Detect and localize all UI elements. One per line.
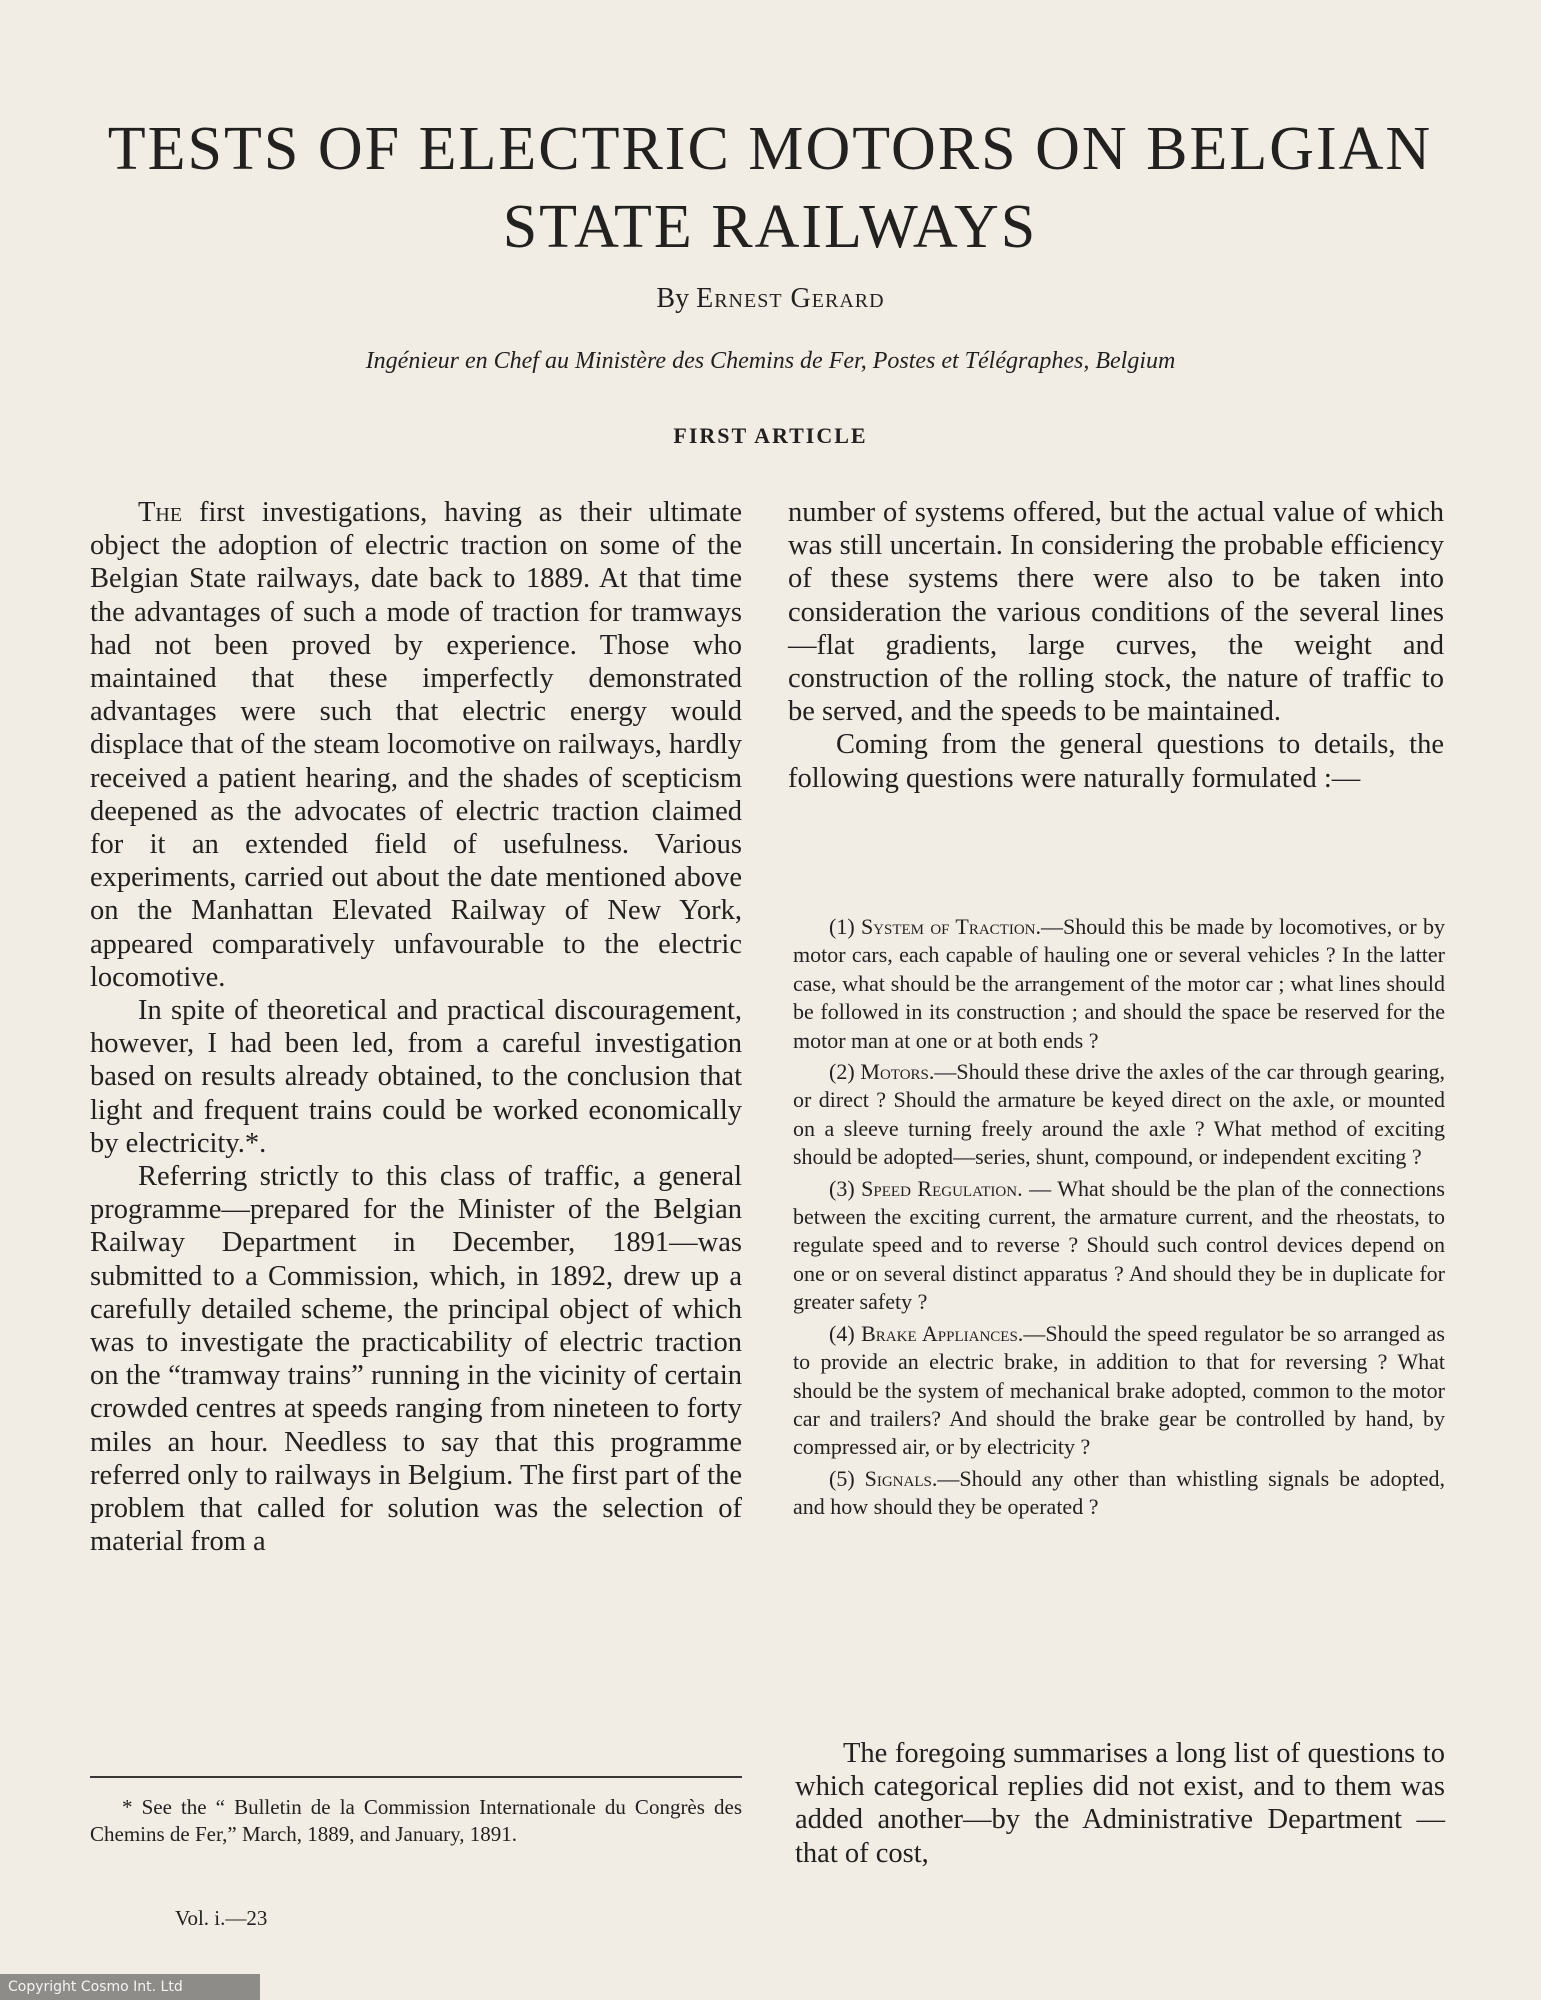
right-paragraph-1: number of systems offered, but the actual value of which was still uncertain. In considering the probable efficiency of these systems there were also to be taken into consideration the various conditions of the several lines—flat gradients, large curves, the weight and construction of the rolling stock, the nature of traffic to be served, and the speeds to be maintained. <box>788 497 1444 728</box>
right-column-top <box>788 496 1444 795</box>
left-paragraph-3: Referring strictly to this class of traffic, a general programme—prepared for the Minister of the Belgian Railway Department in December, 1891—was submitted to a Commission, which, in 1892, drew up a carefully detailed scheme, the principal object of which was to investigate the practicability of electric traction on the “tramway trains” running in the vicinity of certain crowded centres at speeds ranging from nineteen to forty miles an hour. Needless to say that this programme referred only to railways in Belgium. The first part of the problem that called for solution was the selection of material from a <box>90 1161 742 1558</box>
question-heading: (3) Speed Regulation. <box>829 1175 1023 1201</box>
question-item <box>793 1320 1445 1462</box>
article-title <box>70 110 1470 266</box>
question-item <box>793 1058 1445 1172</box>
right-paragraph-2: Coming from the general questions to details, the following questions were naturally formulated :— <box>788 729 1444 794</box>
question-text: —Should these drive the axles of the car through gearing, or direct ? Should the armature be keyed direct on the axle, or mounted on a sleeve turning freely around the axle ? What method of exciting should be adopted—series, shunt, compound, or independent exciting ? <box>793 1059 1445 1170</box>
author-affiliation: Ingénieur en Chef au Ministère des Chemins de Fer, Postes et Télégraphes, Belgium <box>365 348 1176 374</box>
right-paragraph-3: The foregoing summarises a long list of questions to which categorical replies did not exist, and to them was added another—by the Administrative Department — that of cost, <box>795 1738 1445 1869</box>
question-item <box>793 1465 1445 1522</box>
title-line-2: STATE RAILWAYS <box>502 193 1038 261</box>
lead-word: The <box>138 497 183 528</box>
footnote-divider <box>90 1776 742 1778</box>
question-heading: (1) System of Traction. <box>829 914 1042 939</box>
question-heading: (4) Brake Appliances. <box>829 1320 1024 1346</box>
title-line-1: TESTS OF ELECTRIC MOTORS ON BELGIAN <box>107 115 1433 183</box>
question-text: — What should be the plan of the connections between the exciting current, the armature current, and the rheostats, to regulate speed and to reverse ? Should such control devices depend on one or on several distinct apparatus ? And should they be in duplicate for greater safety ? <box>793 1175 1445 1315</box>
left-paragraph-1 <box>90 496 742 994</box>
page-reference: Vol. i.—23 <box>175 1906 268 1930</box>
copyright-watermark: Copyright Cosmo Int. Ltd <box>0 1974 260 2000</box>
author-name: Ernest Gerard <box>696 283 885 314</box>
question-item <box>793 913 1445 1055</box>
right-column-bottom <box>795 1737 1445 1870</box>
left-paragraph-1-text: first investigations, having as their ultimate object the adoption of electric traction on some of the Belgian State railways, date back to 1889. At that time the advantages of such a mode of traction for tramways had not been proved by experience. Those who maintained that these imperfectly demonstrated advantages were such that electric energy would displace that of the steam locomotive on railways, hardly received a patient hearing, and the shades of scepticism deepened as the advocates of electric traction claimed for it an extended field of usefulness. Various experiments, carried out about the date mentioned above on the Manhattan Elevated Railway of New York, appeared comparatively unfavourable to the electric locomotive. <box>90 497 742 993</box>
byline <box>0 283 1541 315</box>
left-paragraph-2: In spite of theoretical and practical discouragement, however, I had been led, from a careful investigation based on results already obtained, to the conclusion that light and frequent trains could be worked economically by electricity.*. <box>90 995 742 1159</box>
question-text: —Should any other than whistling signals be adopted, and how should they be operated ? <box>793 1465 1445 1520</box>
left-column <box>90 496 742 1559</box>
question-text: —Should this be made by locomotives, or by motor cars, each capable of hauling one or several vehicles ? In the latter case, what should be the arrangement of the motor car ; what lines should be followed in its construction ; and should the space be reserved for the motor man at one or at both ends ? <box>793 914 1446 1053</box>
article-label: FIRST ARTICLE <box>673 423 868 448</box>
question-heading: (5) Signals. <box>829 1465 938 1491</box>
question-heading: (2) Motors. <box>829 1059 935 1085</box>
byline-prefix: By <box>656 283 690 314</box>
question-text: —Should the speed regulator be so arranged as to provide an electric brake, in addition to that for reversing ? What should be the system of mechanical brake adopted, common to the motor car and trailers? And should the brake gear be controlled by hand, by compressed air, or by electricity ? <box>793 1320 1445 1460</box>
question-list <box>793 913 1445 1525</box>
question-item <box>793 1175 1445 1317</box>
footnote: * See the “ Bulletin de la Commission Internationale du Congrès des Chemins de Fer,” March, 1889, and January, 1891. <box>90 1795 742 1846</box>
